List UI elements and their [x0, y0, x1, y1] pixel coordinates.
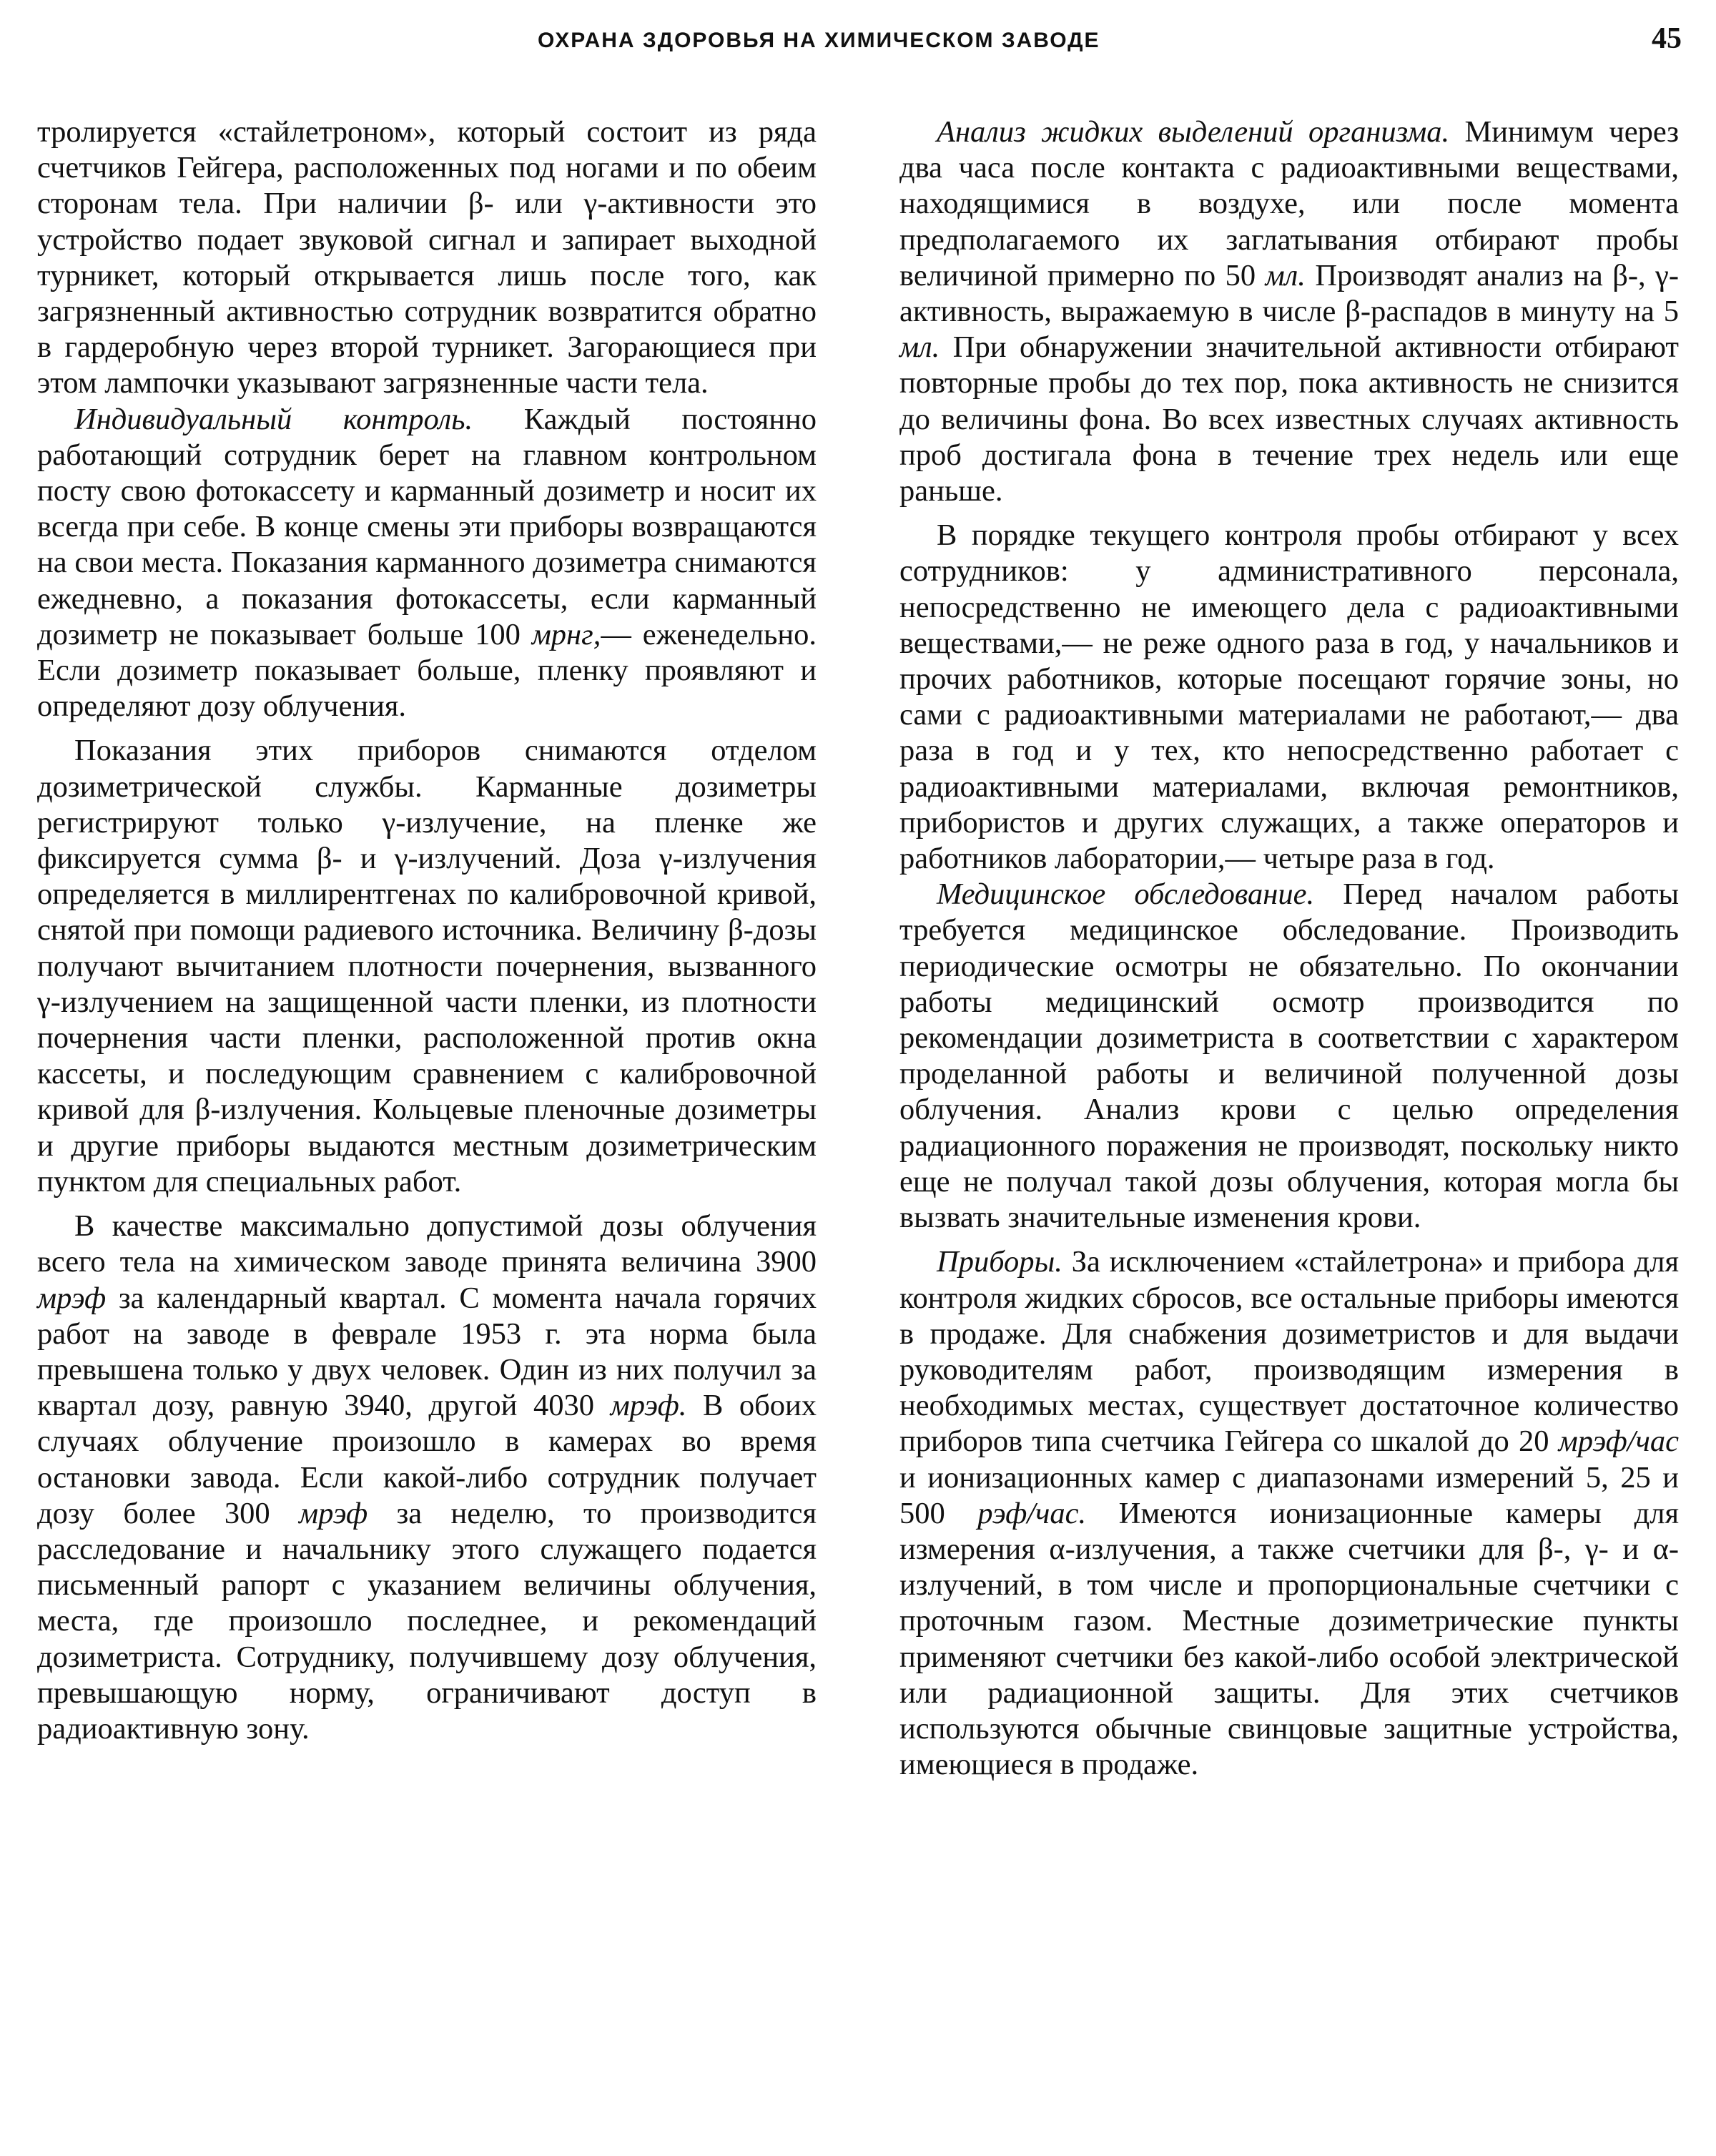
paragraph-dosimetry-readings: Показания этих приборов снимаются отделом дозиметрической службы. Карманные дозиметры регистрируют только γ-излучение, на пленке же фиксируется сумма β- и γ-излучений. Доза γ-излучения определяется в миллирентгенах по калибровочной кривой, снятой при помощи радиевого источника. Величину β-дозы получают вычитанием плотности почернения, вызванного γ-излучением на защищенной части пленки, из плотности почернения части пленки, расположенной против окна кассеты, и последующим сравнением с калибровочной кривой для β-излучения. Кольцевые пленочные дозиметры и другие приборы выдаются местным дозиметрическим пунктом для специальных работ. [37, 734, 817, 1198]
page-header [37, 21, 1682, 72]
paragraph-instruments: Приборы. За исключением «стайлетрона» и прибора для контроля жидких сбросов, все остальные приборы имеются в продаже. Для снабжения дозиметристов и для выдачи руководителям работ, производящим измерения в необходимых местах, существует достаточное количество приборов типа счетчика Гейгера со шкалой до 20 мрэф/час и ионизационных камер с диапазонами измерений 5, 25 и 500 рэф/час. Имеются ионизационные камеры для измерения α-излучения, а также счетчики для β-, γ- и α-излучений, в том числе и пропорциональные счетчики с проточным газом. Местные дозиметрические пункты применяют счетчики без какой-либо особой электрической или радиационной защиты. Для этих счетчиков используются обычные свинцовые защитные устройства, имеющиеся в продаже. [899, 1245, 1679, 1782]
paragraph-medical-examination: Медицинское обследование. Перед началом работы требуется медицинское обследование. Производить периодические осмотры не обязательно. По окончании работы медицинский осмотр производится по рекомендации дозиметриста в соответствии с характером проделанной работы и величиной полученной дозы облучения. Анализ крови с целью определения радиационного поражения не производят, поскольку никто еще не получал такой дозы облучения, которая могла бы вызвать значительные изменения крови. [899, 877, 1679, 1235]
paragraph-max-dose: В качестве максимально допустимой дозы облучения всего тела на химическом заводе принята величина 3900 мрэф за календарный квартал. С момента начала горячих работ на заводе в феврале 1953 г. эта норма была превышена только у двух человек. Один из них получил за квартал дозу, равную 3940, другой 4030 мрэф. В обоих случаях облучение произошло в камерах во время остановки завода. Если какой-либо сотрудник получает дозу более 300 мрэф за неделю, то производится расследование и начальнику этого служащего подается письменный рапорт с указанием величины облучения, места, где произошло последнее, и рекомендаций дозиметриста. Сотруднику, получившему дозу облучения, превышающую норму, ограничивают доступ в радиоактивную зону. [37, 1209, 817, 1746]
section-title-medical-examination: Медицинское обследование. [937, 877, 1315, 912]
left-column [37, 114, 817, 1747]
paragraph-individual-control: Индивидуальный контроль. Каждый постоянно работающий сотрудник берет на главном контрольном посту свою фотокассету и карманный дозиметр и носит их всегда при себе. В конце смены эти приборы возвращаются на свои места. Показания карманного дозиметра снимаются ежедневно, а показания фотокассеты, если карманный дозиметр не показывает больше 100 мрнг,— еженедельно. Если дозиметр показывает больше, пленку проявляют и определяют дозу облучения. [37, 402, 817, 724]
page-number: 45 [1652, 22, 1682, 55]
right-column [899, 114, 1679, 1783]
section-title-fluid-analysis: Анализ жидких выделений организма. [937, 115, 1450, 149]
running-title: ОХРАНА ЗДОРОВЬЯ НА ХИМИЧЕСКОМ ЗАВОДЕ [538, 29, 1100, 52]
paragraph-fluid-analysis: Анализ жидких выделений организма. Минимум через два часа после контакта с радиоактивными веществами, находящимися в воздухе, или после момента предполагаемого их заглатывания отбирают пробы величиной примерно по 50 мл. Производят анализ на β-, γ-активность, выражаемую в числе β-распадов в минуту на 5 мл. При обнаружении значительной активности отбирают повторные пробы до тех пор, пока активность не снизится до величины фона. Во всех известных случаях активность проб достигала фона в течение трех недель или еще раньше. [899, 115, 1679, 508]
paragraph-routine-sampling: В порядке текущего контроля пробы отбирают у всех сотрудников: у административного персонала, непосредственно не имеющего дела с радиоактивными веществами,— не реже одного раза в год, у начальников и прочих работников, которые посещают горячие зоны, но сами с радиоактивными материалами не работают,— два раза в год и у тех, кто непосредственно работает с радиоактивными материалами, включая ремонтников, прибористов и других служащих, а также операторов и работников лаборатории,— четыре раза в год. [899, 518, 1679, 876]
paragraph-stiletron-continuation: тролируется «стайлетроном», который состоит из ряда счетчиков Гейгера, расположенных под ногами и по обеим сторонам тела. При наличии β- или γ-активности это устройство подает звуковой сигнал и запирает выходной турникет, который открывается лишь после того, как загрязненный активностью сотрудник возвратится обратно в гардеробную через второй турникет. Загорающиеся при этом лампочки указывают загрязненные части тела. [37, 115, 817, 400]
section-title-individual-control: Индивидуальный контроль. [74, 402, 473, 436]
section-title-instruments: Приборы. [937, 1245, 1062, 1279]
